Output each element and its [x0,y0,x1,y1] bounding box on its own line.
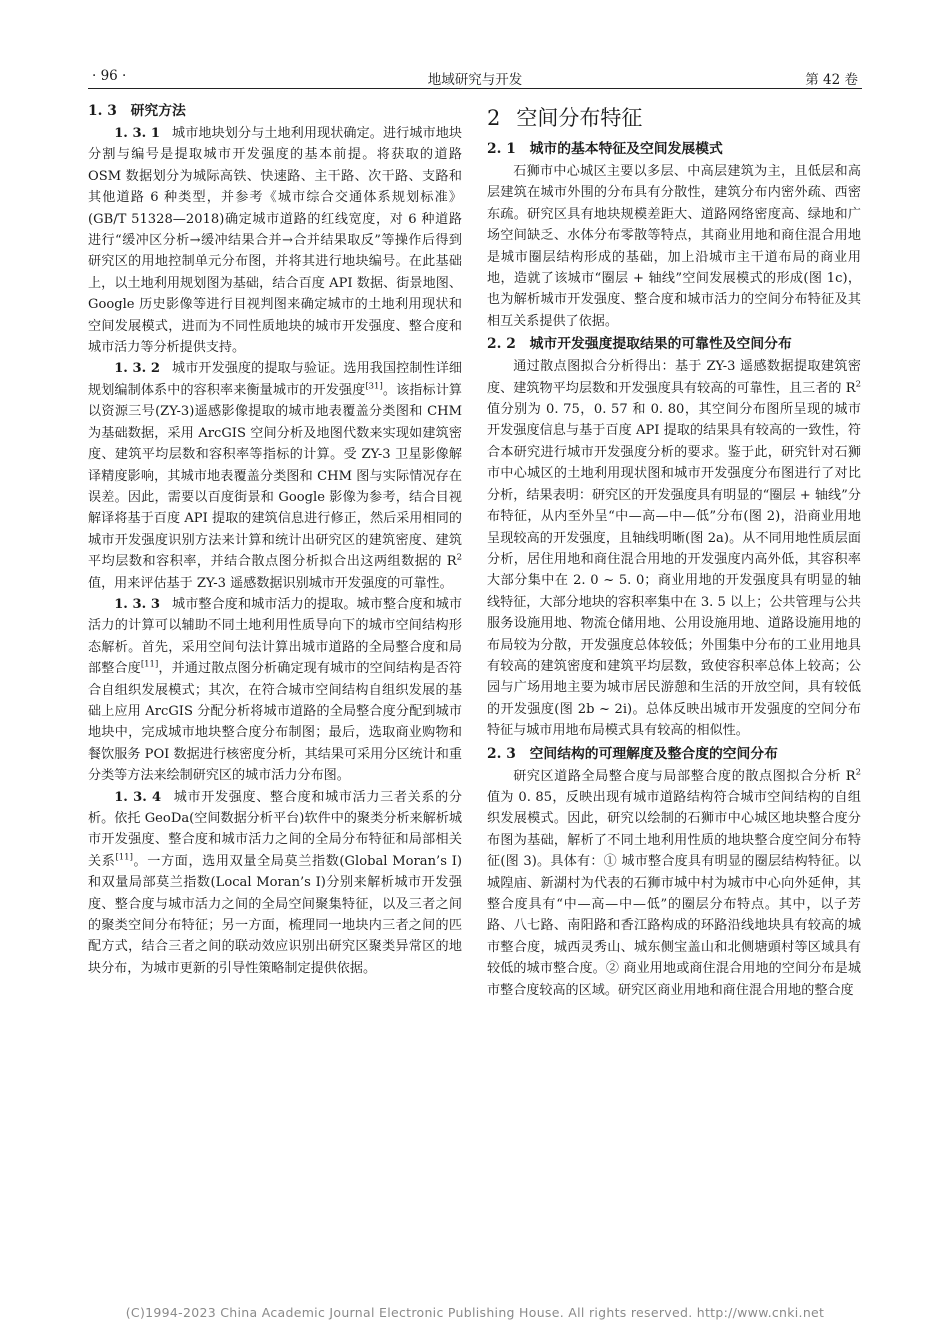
superscript: 2 [456,552,462,563]
paragraph-text: 。该指标计算以资源三号(ZY-3)遥感影像提取的城市地表覆盖分类图和 CHM 为基础数据，采用 ArcGIS 空间分析及地图代数来实现如建筑密度、建筑平均层数和容积率等指标的计算。受 ZY-3 卫星影像解译精度影响，其城市地表覆盖分类图和 CHM 图与实际情况存在误差。因此，需要以百度街景和 Google 影像为参考，结合目视解译将基于百度 API 提取的建筑信息进行修正，然后采用相同的城市开发强度识别方法来计算和统计出研究区的建筑密度、建筑平均层数和容积率，并结合散点图分析拟合出这两组数据的 R [88,382,463,570]
paragraph-text: ，并通过散点图分析确定现有城市的空间结构是否符合自组织发展模式；其次，在符合城市空间结构自组织发展的基础上应用 ArcGIS 分配分析将城市道路的全局整合度分配到城市地块中，完成城市地块整合度分布制图；最后，选取商业购物和餐饮服务 POI 数据进行核密度分析，其结果可采用分区统计和重分类等方法来绘制研究区的城市活力分布图。 [88,661,463,784]
citation-ref[interactable]: [31] [365,381,383,392]
right-column [487,100,861,1001]
paragraph-2-2 [487,356,861,741]
paragraph-text: 。一方面，选用双量全局莫兰指数(Global Moran’s I)和双量局部莫兰指数(Local Moran’s I)分别来解析城市开发强度、整合度与城市活力之间的全局空间聚集特征，以及三者之间的聚类空间分布特征；另一方面，梳理同一地块内三者之间的匹配方式，结合三者之间的联动效应识别出研究区聚类异常区的地块分布，为城市更新的引导性策略制定提供依据。 [88,853,462,976]
paragraph-text: 研究区道路全局整合度与局部整合度的散点图拟合分析 R [513,768,856,784]
paragraph-1-3-3 [88,594,462,787]
citation-ref[interactable]: [11] [140,659,159,670]
section-number: 2 [487,106,501,130]
section-2-3-heading: 2. 3 空间结构的可理解度及整合度的空间分布 [487,745,778,762]
section-2-heading [487,104,861,132]
page-number: · 96 · [92,68,127,84]
paragraph-text: 值分别为 0. 75，0. 57 和 0. 80，其空间分布图所呈现的城市开发强度信息与基于百度 API 提取的结果具有较高的一致性，符合本研究进行城市开发强度分析的要求。鉴于此，研究针对石狮市中心城区的土地利用现状图和城市开发强度分布图进行了对比分析，结果表明：研究区的开发强度具有明显的“圈层 + 轴线”分布特征，从内至外呈“中—高—中—低”分布(图 2)，沿商业用地呈现较高的开发强度，且轴线明晰(图 2a)。从不同用地性质层面分析，居住用地和商住混合用地的开发强度内高外低，其容积率大部分集中在 2. 0 ~ 5. 0；商业用地的开发强度具有明显的轴线特征，大部分地块的容积率集中在 3. 5 以上；公共管理与公共服务设施用地、物流仓储用地、公用设施用地、道路设施用地的布局较为分散，开发强度总体较低；外围集中分布的工业用地具有较高的建筑密度和建筑平均层数，致使容积率总体上较高；公园与广场用地主要为城市居民游憩和生活的开放空间，具有较低的开发强度(图 2b ~ 2i)。总体反映出城市开发强度的空间分布特征与城市用地布局模式具有较高的相似性。 [487,402,861,739]
subsection-number: 1. 3. 4 [114,789,162,805]
subsection-number: 1. 3. 1 [114,126,160,141]
journal-title: 地域研究与开发 [427,72,523,88]
paragraph-text: 城市开发强度、整合度和城市活力三者关系的分析。依托 GeoDa(空间数据分析平台)软件中的聚类分析来解析城市开发强度、整合度和城市活力之间的全局分布特征和局部相关关系 [88,789,462,869]
paragraph-1-3-1 [88,123,462,358]
superscript: 2 [855,379,861,390]
paragraph-text: 值，用来评估基于 ZY-3 遥感数据识别城市开发强度的可靠性。 [88,575,453,591]
paragraph-text: 城市开发强度的提取与验证。选用我国控制性详细规划编制体系中的容积率来衡量城市的开发强度 [88,361,462,398]
left-column [88,100,462,979]
volume-label: 第 42 卷 [805,72,858,88]
paragraph-text: 城市地块划分与土地利用现状确定。进行城市地块分割与编号是提取城市开发强度的基本前提。将获取的道路 OSM 数据划分为城际高铁、快速路、主干路、次干路、支路和其他道路 6 种类型，并参考《城市综合交通体系规划标准》(GB/T 51328—2018)确定城市道路的红线宽度，对 6 种道路进行“缓冲区分析→缓冲结果合并→合并结果取反”等操作后得到研究区的用地控制单元分布图，并将其进行地块编号。在此基础上，以土地利用规划图为基础，结合百度 API 数据、街景地图、Google 历史影像等进行目视判图来确定城市的土地利用现状和空间发展模式，进而为不同性质地块的城市开发强度、整合度和城市活力等分析提供支持。 [88,126,462,356]
paragraph-1-3-4 [88,787,462,980]
paragraph-text: 通过散点图拟合分析得出：基于 ZY-3 遥感数据提取建筑密度、建筑物平均层数和开发强度具有较高的可靠性，且三者的 R [487,359,861,396]
section-2-1-heading: 2. 1 城市的基本特征及空间发展模式 [487,141,723,157]
paragraph-2-3 [487,766,861,1001]
subsection-number: 1. 3. 3 [114,596,160,612]
subsection-number: 1. 3. 2 [114,361,160,377]
superscript: 2 [855,767,861,778]
running-header [88,62,862,89]
section-2-2-heading: 2. 2 城市开发强度提取结果的可靠性及空间分布 [487,336,792,353]
paragraph-2-1: 石狮市中心城区主要以多层、中高层建筑为主，且低层和高层建筑在城市外围的分布具有分散性，建筑分布内密外疏、西密东疏。研究区具有地块规模差距大、道路网络密度高、绿地和广场空间缺乏、水体分布零散等特点，其商业用地和商住混合用地是城市圈层结构形成的基础，加上沿城市主干道布局的商业用地，造就了该城市“圈层 + 轴线”空间发展模式的形成(图 1c)，也为解析城市开发强度、整合度和城市活力的空间分布特征及其相互关系提供了依据。 [487,164,861,329]
paragraph-text: 值为 0. 85，反映出现有城市道路结构符合城市空间结构的自组织发展模式。因此，研究以绘制的石狮市中心城区地块整合度分布图为基础，解析了不同土地利用性质的地块整合度空间分布特征(图 3)。具体有：① 城市整合度具有明显的圈层结构特征。以城隍庙、新湖村为代表的石狮市城中村为城市中心向外延伸，其整合度具有“中—高—中—低”的圈层分布特点。其中，以子芳路、八七路、南阳路和香江路构成的环路沿线地块具有较高的城市整合度，城西灵秀山、城东侧宝盖山和北侧塘頭村等区域具有较低的城市整合度。② 商业用地或商住混合用地的空间分布是城市整合度较高的区域。研究区商业用地和商住混合用地的整合度 [487,789,861,998]
copyright-footer: (C)1994-2023 China Academic Journal Electronic Publishing House. All rights reserved. http://www.cnki.net [125,1305,825,1320]
section-title: 空间分布特征 [516,106,643,130]
citation-ref[interactable]: [11] [115,852,133,863]
paragraph-text: 城市整合度和城市活力的提取。城市整合度和城市活力的计算可以辅助不同土地利用性质导向下的城市空间结构形态解析。首先，采用空间句法计算出城市道路的全局整合度和局部整合度 [88,596,462,677]
paragraph-1-3-2 [88,358,462,593]
section-1-3-heading: 1. 3 研究方法 [88,103,186,119]
